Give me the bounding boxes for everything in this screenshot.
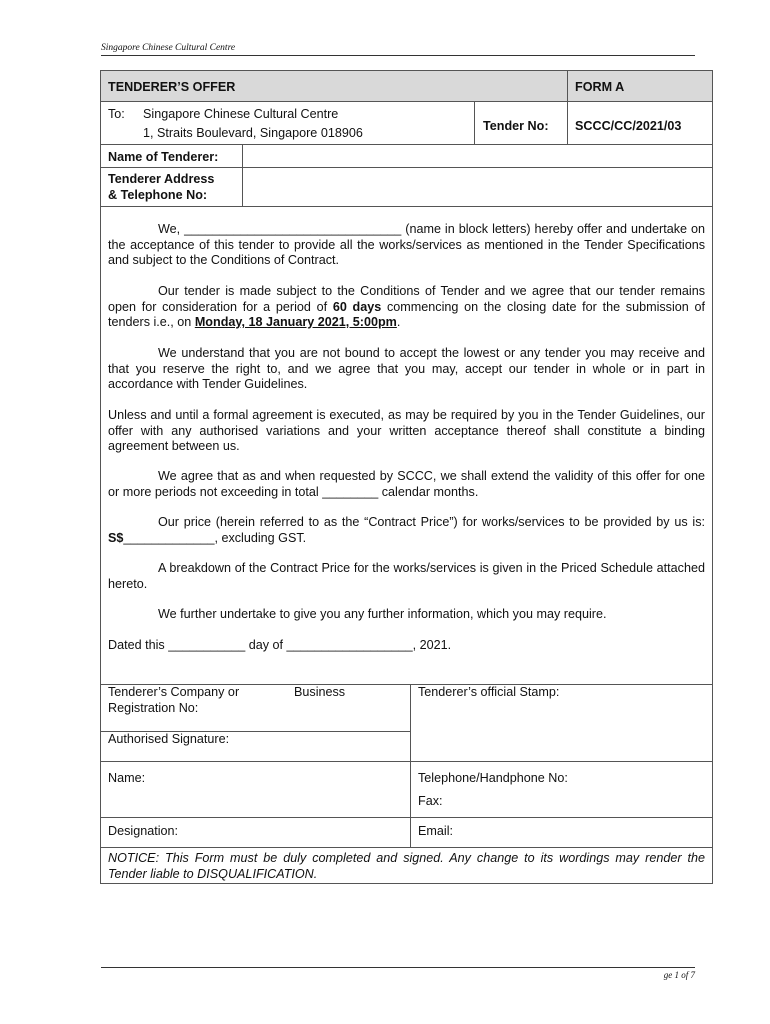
official-stamp-label: Tenderer’s official Stamp: [418, 685, 560, 699]
tender-no-value: SCCC/CC/2021/03 [575, 119, 682, 133]
recipient-name: Singapore Chinese Cultural Centre [143, 107, 339, 121]
paragraph-offer: We, _______________________________ (name in block letters) hereby offer and undertake on the acceptance of this tender to provide all the works/services as mentioned in the Tender Specifications and subject to the Conditions of Contract. [108, 222, 705, 267]
paragraph-breakdown: A breakdown of the Contract Price for the works/services is given in the Priced Schedule attached hereto. [108, 561, 705, 591]
form-label: FORM A [575, 80, 625, 94]
telephone-label: Telephone/Handphone No: [418, 771, 568, 785]
name-of-tenderer-field[interactable] [243, 145, 712, 167]
email-label: Email: [418, 824, 453, 838]
recipient-address: 1, Straits Boulevard, Singapore 018906 [143, 126, 363, 140]
notice: NOTICE: This Form must be duly completed and signed. Any change to its wordings may render the Tender liable to DISQUALIFICATION. [108, 851, 705, 881]
to-label: To: [108, 107, 125, 121]
tender-offer-form [100, 70, 713, 884]
company-label-c: Registration No: [108, 701, 199, 715]
company-label-b: Business [294, 685, 346, 699]
designation-label: Designation: [108, 824, 179, 838]
page-header: Singapore Chinese Cultural Centre [101, 43, 695, 56]
dated-line: Dated this ___________ day of __________________, 2021. [108, 638, 452, 652]
paragraph-validity: Our tender is made subject to the Conditions of Tender and we agree that our tender remains open for consideration for a period of 60 days commencing on the closing date for the submission of tenders i.e., on Monday, 18 January 2021, 5:00pm. [108, 284, 706, 329]
official-stamp-area[interactable] [411, 701, 712, 761]
footer-rule [101, 967, 695, 968]
paragraph-extension: We agree that as and when requested by SCCC, we shall extend the validity of this offer for one or more periods not exceeding in total ________ calendar months. [108, 469, 705, 499]
address-label-line1: Tenderer Address [108, 172, 215, 186]
page-number: ge 1 of 7 [663, 970, 695, 980]
name-of-tenderer-label: Name of Tenderer: [108, 150, 219, 164]
address-field[interactable] [243, 168, 712, 206]
name-label: Name: [108, 771, 146, 785]
form-title: TENDERER’S OFFER [108, 80, 236, 94]
paragraph-price: Our price (herein referred to as the “Contract Price”) for works/services to be provided by us is: S$_____________, excluding GST. [108, 515, 705, 545]
paragraph-acceptance: We understand that you are not bound to accept the lowest or any tender you may receive and that you reserve the right to, and we agree that you may, accept our tender in whole or in part in accordance with Tender Guidelines. [108, 346, 705, 391]
paragraph-further-info: We further undertake to give you any further information, which you may require. [158, 607, 607, 621]
fax-label: Fax: [418, 794, 443, 808]
company-label-a: Tenderer’s Company or [108, 685, 240, 699]
tender-no-label: Tender No: [483, 119, 549, 133]
authorised-signature-label: Authorised Signature: [108, 732, 230, 746]
address-label-line2: & Telephone No: [108, 188, 208, 202]
paragraph-agreement: Unless and until a formal agreement is executed, as may be required by you in the Tender Guidelines, our offer with any authorised variations and your written acceptance thereof shall constitute a binding agreement between us. [108, 408, 705, 453]
